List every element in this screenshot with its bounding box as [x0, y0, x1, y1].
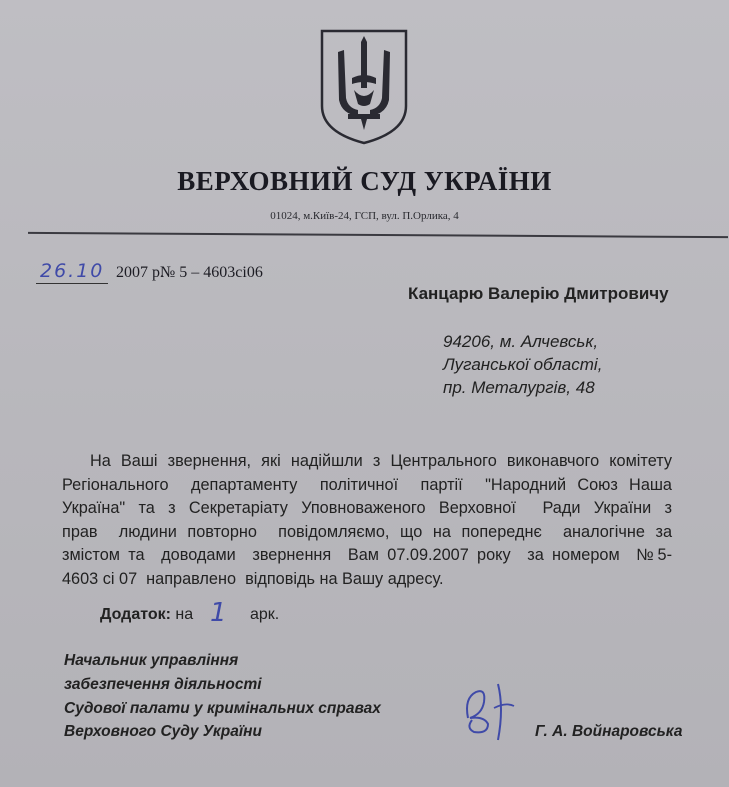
reference-year: 2007 р.	[116, 264, 164, 281]
handwritten-signature	[458, 678, 528, 744]
court-address: 01024, м.Київ-24, ГСП, вул. П.Орлика, 4	[270, 210, 459, 222]
trident-coat-of-arms-icon	[318, 28, 410, 146]
body-line: 4603 сі 07 направлено відповідь на Вашу адресу.	[62, 569, 444, 588]
body-line: На Ваші звернення, які надійшли з Центрального виконавчого комітету	[90, 452, 672, 470]
signatory-title-line: Судової палати у кримінальних справах	[64, 700, 381, 717]
date-underline	[36, 283, 108, 284]
header-divider	[28, 232, 728, 238]
letter-body	[62, 450, 672, 591]
signatory-title-line: Верховного Суду України	[64, 723, 262, 740]
attachment-label: Додаток:	[100, 606, 171, 623]
signatory-title-line: Начальник управління	[64, 652, 239, 669]
signer-name: Г. А. Войнаровська	[535, 723, 683, 740]
body-line: змістом та доводами звернення Вам 07.09.2007 року за номером №5-	[62, 546, 672, 564]
attachment-unit: арк.	[250, 606, 280, 623]
page-title: ВЕРХОВНИЙ СУД УКРАЇНИ	[177, 166, 552, 196]
recipient-address-line: пр. Металургів, 48	[443, 378, 595, 397]
signatory-title-line: забезпечення діяльності	[64, 676, 262, 693]
attachment-prefix: на	[175, 606, 194, 623]
body-line: прав людини повторно повідомляємо, що на попереднє аналогічне за	[62, 522, 672, 541]
attachment-count-handwritten: 1	[210, 598, 227, 628]
recipient-address-line: 94206, м. Алчевськ,	[443, 332, 599, 351]
recipient-address-line: Луганської області,	[443, 355, 603, 374]
reference-number: № 5 – 4603сі06	[160, 264, 263, 281]
handwritten-date: 26.10	[40, 260, 105, 282]
attachment-line	[100, 606, 193, 624]
recipient-name: Канцарю Валерію Дмитровичу	[408, 284, 669, 303]
body-line: Україна" та з Секретаріату Уповноваженого Верховної Ради України з	[62, 499, 672, 517]
body-line: Регіонального департаменту політичної партії "Народний Союз Наша	[62, 475, 672, 494]
